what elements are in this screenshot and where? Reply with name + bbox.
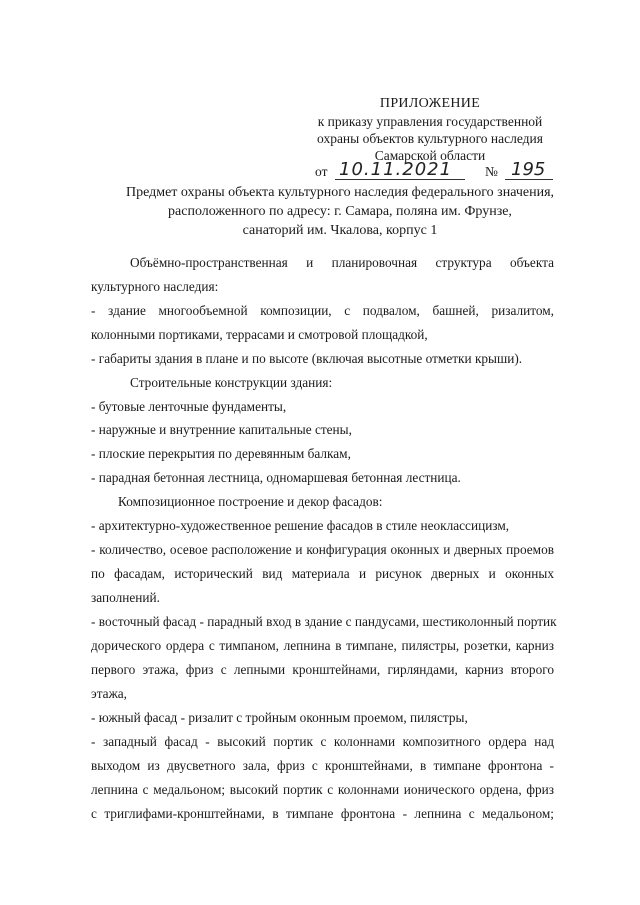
body-line: с триглифами-кронштейнами, в тимпане фронтона - лепнина с медальоном; — [91, 806, 554, 821]
body-line: - восточный фасад - парадный вход в здание с пандусами, шестиколонный портик — [91, 614, 557, 629]
body-line: культурного наследия: — [91, 279, 219, 294]
handwritten-number: 195 — [511, 159, 546, 180]
body-line: - западный фасад - высокий портик с колоннами композитного ордера над — [91, 734, 554, 749]
body-line: колонными портиками, террасами и смотровой площадкой, — [91, 327, 428, 342]
subject-line-3: санаторий им. Чкалова, корпус 1 — [242, 223, 438, 238]
body-line: - плоские перекрытия по деревянным балкам, — [91, 446, 351, 461]
body-line: - количество, осевое расположение и конфигурация оконных и дверных проемов — [91, 542, 554, 557]
body-line: Объёмно-пространственная и планировочная структура объекта — [130, 255, 554, 270]
body-line: - парадная бетонная лестница, одномаршевая бетонная лестница. — [91, 470, 461, 485]
body-line: - южный фасад - ризалит с тройным оконным проемом, пилястры, — [91, 710, 468, 725]
body-line: - архитектурно-художественное решение фасадов в стиле неоклассицизм, — [91, 518, 510, 533]
number-prefix: № — [485, 164, 498, 179]
body-line: этажа, — [91, 686, 127, 701]
subject-line-2: расположенного по адресу: г. Самара, поляна им. Фрунзе, — [168, 204, 512, 219]
subject-line-1: Предмет охраны объекта культурного наследия федерального значения, — [125, 185, 555, 200]
appendix-title: ПРИЛОЖЕНИЕ — [379, 96, 481, 111]
body-line: - бутовые ленточные фундаменты, — [91, 399, 287, 414]
handwritten-date: 10.11.2021 — [339, 159, 453, 180]
body-line: Строительные конструкции здания: — [130, 375, 333, 390]
body-line: выходом из двусветного зала, фриз с кронштейнами, в тимпане фронтона - — [91, 758, 554, 773]
body-line: - здание многообъемной композиции, с подвалом, башней, ризалитом, — [91, 303, 554, 318]
body-line: лепнина с медальоном; высокий портик с колоннами ионического ордена, фриз — [91, 782, 554, 797]
body-line: Композиционное построение и декор фасадов: — [118, 494, 383, 509]
body-line: первого этажа, фриз с лепными кронштейнами, гирляндами, карниз второго — [91, 662, 554, 677]
body-line: по фасадам, исторический вид материала и рисунок дверных и оконных — [91, 566, 554, 581]
date-number-row — [315, 160, 555, 184]
body-line: - наружные и внутренние капитальные стены, — [91, 422, 352, 437]
body-line: заполнений. — [91, 590, 160, 605]
date-prefix: от — [315, 164, 328, 179]
body-line: дорического ордера с тимпаном, лепнина в тимпане, пилястры, розетки, карниз — [91, 638, 554, 653]
header-line-3: Самарской области — [374, 148, 486, 163]
header-line-1: к приказу управления государственной — [317, 114, 543, 129]
body-line: - габариты здания в плане и по высоте (включая высотные отметки крыши). — [91, 351, 523, 366]
header-line-2: охраны объектов культурного наследия — [317, 131, 543, 146]
